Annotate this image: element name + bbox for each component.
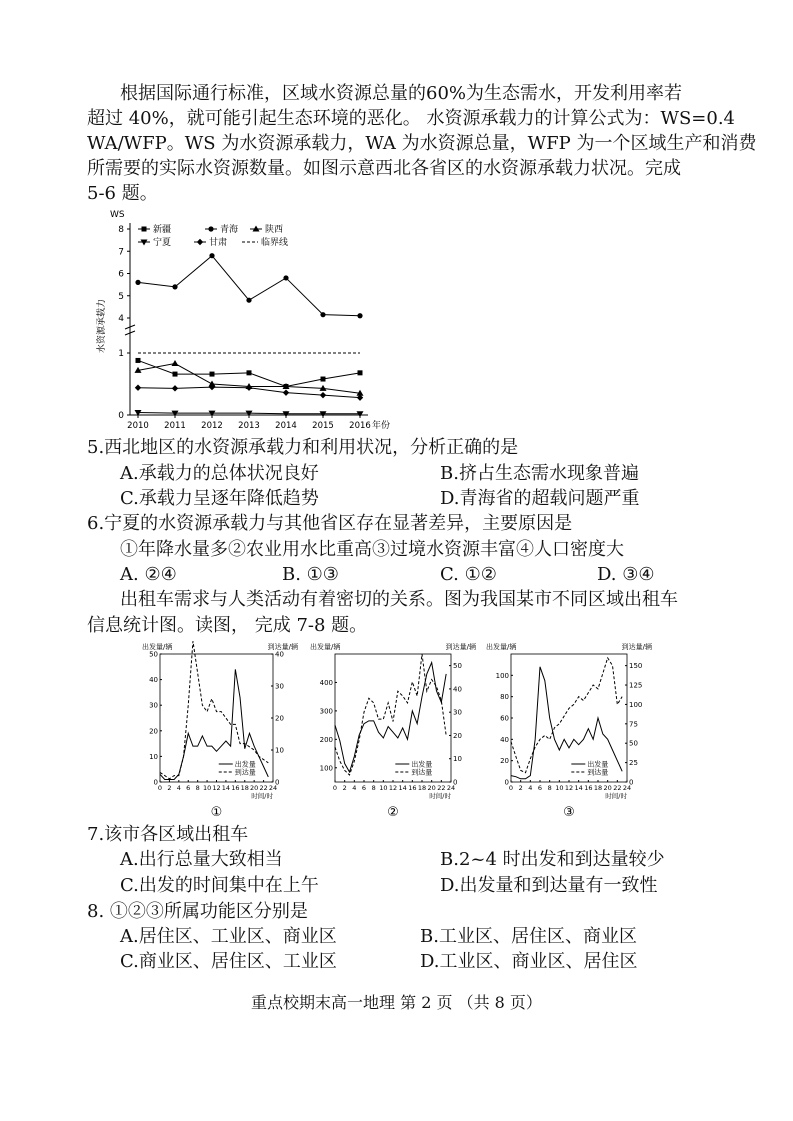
taxi-left-tick-label: 60	[500, 714, 509, 723]
intro-line-4: 所需要的实际水资源数量。如图示意西北各省区的水资源承载力状况。完成	[87, 158, 681, 179]
ws-xtick-label: 2010	[127, 421, 149, 431]
q7-option-c: C.出发的时间集中在上午	[120, 875, 319, 896]
ws-point-1-5	[320, 312, 325, 317]
taxi-right-tick-label: 100	[629, 700, 643, 709]
taxi-legend-arrival: 到达量	[587, 768, 609, 777]
ws-xtick-label: 2015	[312, 421, 334, 431]
taxi-x-tick-label: 0	[508, 784, 514, 792]
taxi-right-tick-label: 50	[629, 739, 638, 748]
taxi-x-tick-label: 22	[613, 784, 622, 792]
taxi-right-tick-label: 0	[453, 778, 458, 787]
taxi-right-tick-label: 30	[453, 708, 462, 717]
ws-point-4-1	[172, 385, 178, 391]
ws-xtick-label: 2012	[201, 421, 223, 431]
ws-point-3-1	[172, 411, 179, 417]
ws-x-axis-label: 年份	[372, 421, 391, 431]
taxi-chart-1	[140, 640, 300, 820]
taxi-right-tick-label: 150	[629, 662, 643, 671]
taxi-x-tick-label: 10	[379, 784, 388, 792]
taxi-left-tick-label: 20	[500, 757, 509, 766]
taxi-panel-number: ①	[210, 805, 223, 820]
taxi-plot-frame	[160, 654, 273, 782]
taxi-x-tick-label: 18	[593, 784, 603, 792]
ws-legend-label-1: 青海	[220, 225, 239, 235]
taxi-x-tick-label: 14	[574, 784, 583, 792]
taxi-legend-arrival: 到达量	[411, 768, 433, 777]
ws-point-3-5	[320, 411, 327, 417]
taxi-x-axis-label: 时间/时	[605, 792, 627, 800]
ws-series-line-1	[138, 256, 360, 316]
ws-ytick-label: 6	[118, 269, 124, 280]
ws-point-1-3	[246, 298, 251, 303]
taxi-left-tick-label: 400	[319, 678, 333, 687]
ws-point-0-6	[358, 370, 363, 375]
q7-option-d: D.出发量和到达量有一致性	[440, 875, 658, 896]
ws-y-axis-label: 水资源承载力	[97, 298, 107, 353]
ws-ytick-label: 7	[118, 247, 124, 258]
taxi-left-axis-label: 出发量/辆	[310, 643, 341, 651]
ws-ytick-label: 8	[118, 225, 124, 235]
ws-ytick-label: 1	[118, 349, 124, 359]
taxi-right-tick-label: 20	[453, 731, 462, 740]
ws-xtick-label: 2016	[349, 421, 371, 431]
taxi-x-tick-label: 20	[427, 784, 436, 792]
ws-legend-marker-4	[197, 239, 203, 245]
q5-stem: 5.西北地区的水资源承载力和利用状况，分析正确的是	[87, 437, 519, 458]
taxi-legend-departure: 出发量	[234, 760, 256, 769]
taxi-x-tick-label: 10	[555, 784, 564, 792]
taxi-right-tick-label: 40	[453, 685, 462, 694]
taxi-right-tick-label: 25	[629, 759, 638, 768]
taxi-departure-line	[335, 663, 446, 773]
taxi-chart-3	[484, 640, 654, 820]
ws-point-0-1	[173, 372, 178, 377]
taxi-x-tick-label: 2	[167, 784, 172, 792]
ws-xtick-label: 2014	[275, 421, 297, 431]
taxi-legend-departure: 出发量	[587, 760, 609, 769]
ws-point-0-5	[321, 377, 326, 382]
ws-legend-label-5: 临界线	[261, 238, 289, 248]
taxi-left-tick-label: 300	[319, 707, 333, 716]
taxi-x-tick-label: 24	[268, 784, 278, 792]
taxi-x-tick-label: 6	[537, 784, 543, 792]
taxi-x-tick-label: 22	[437, 784, 446, 792]
ws-point-0-0	[136, 358, 141, 363]
taxi-left-axis-label: 出发量/辆	[142, 643, 173, 651]
taxi-x-tick-label: 10	[202, 784, 212, 792]
taxi-x-tick-label: 16	[408, 784, 417, 792]
taxi-x-tick-label: 2	[518, 784, 523, 792]
q6-stem: 6.宁夏的水资源承载力与其他省区存在显著差异，主要原因是	[87, 513, 573, 534]
taxi-x-tick-label: 16	[231, 784, 240, 792]
q6-factors: ①年降水量多②农业用水比重高③过境水资源丰富④人口密度大	[120, 539, 624, 560]
taxi-legend-arrival: 到达量	[234, 768, 256, 777]
taxi-x-tick-label: 18	[240, 784, 249, 792]
ws-legend-label-3: 宁夏	[153, 238, 172, 248]
ws-point-1-2	[209, 253, 214, 258]
q6-option-c: C. ①②	[440, 564, 497, 585]
intro-line-1: 根据国际通行标准，区域水资源总量的60%为生态需水，开发利用率若	[120, 83, 683, 104]
ws-legend-label-2: 陕西	[265, 225, 284, 235]
q8-option-d: D.工业区、商业区、居住区	[420, 951, 638, 972]
ws-y-unit-label: WS	[110, 210, 125, 220]
taxi-left-tick-label: 0	[504, 778, 509, 787]
taxi-left-tick-label: 80	[500, 693, 509, 702]
ws-point-4-4	[283, 389, 289, 395]
taxi-x-tick-label: 12	[388, 784, 398, 792]
taxi-x-tick-label: 4	[528, 784, 533, 792]
taxi-x-tick-label: 12	[564, 784, 574, 792]
ws-xtick-label: 2011	[164, 421, 186, 431]
taxi-x-tick-label: 16	[584, 784, 593, 792]
ws-point-3-4	[283, 411, 290, 417]
taxi-right-tick-label: 10	[275, 746, 284, 755]
taxi-left-tick-label: 0	[153, 778, 158, 787]
q6-option-b: B. ①③	[282, 564, 339, 585]
taxi-left-tick-label: 30	[149, 701, 158, 710]
intro-line-5: 5-6 题。	[87, 183, 158, 204]
ws-legend-marker-1	[208, 226, 213, 231]
ws-point-2-1	[172, 360, 179, 366]
taxi-arrival-line	[160, 641, 268, 779]
taxi-right-axis-label: 到达量/辆	[445, 643, 476, 651]
taxi-right-tick-label: 75	[629, 720, 638, 729]
intro2-line-2: 信息统计图。读图， 完成 7-8 题。	[87, 615, 368, 636]
ws-line-chart	[90, 205, 420, 435]
taxi-x-tick-label: 8	[371, 784, 376, 792]
ws-xtick-label: 2013	[238, 421, 260, 431]
taxi-x-tick-label: 20	[603, 784, 612, 792]
ws-point-1-4	[283, 275, 288, 280]
ws-point-4-3	[246, 385, 252, 391]
ws-legend-marker-0	[142, 227, 147, 232]
taxi-right-axis-label: 到达量/辆	[621, 643, 652, 651]
ws-ytick-label: 5	[118, 291, 124, 302]
taxi-right-tick-label: 125	[629, 681, 643, 690]
taxi-x-tick-label: 6	[361, 784, 367, 792]
ws-ytick-label: 4	[118, 314, 124, 324]
q8-option-c: C.商业区、居住区、工业区	[120, 951, 337, 972]
taxi-x-tick-label: 24	[622, 784, 632, 792]
taxi-arrival-line	[511, 658, 622, 773]
taxi-right-tick-label: 10	[453, 755, 462, 764]
taxi-x-tick-label: 0	[332, 784, 338, 792]
taxi-x-tick-label: 22	[259, 784, 268, 792]
ws-ytick-label: 0	[118, 411, 124, 421]
taxi-x-tick-label: 8	[195, 784, 200, 792]
taxi-arrival-line	[335, 654, 446, 775]
taxi-x-tick-label: 12	[212, 784, 221, 792]
taxi-right-tick-label: 50	[453, 662, 462, 671]
taxi-chart-2	[308, 640, 478, 820]
q5-option-a: A.承载力的总体状况良好	[120, 463, 319, 484]
q5-option-b: B.挤占生态需水现象普遍	[440, 463, 639, 484]
taxi-left-tick-label: 50	[149, 650, 158, 659]
q8-option-b: B.工业区、居住区、商业区	[420, 926, 637, 947]
taxi-left-tick-label: 100	[495, 671, 509, 680]
q6-option-a: A. ②④	[120, 564, 177, 585]
taxi-right-axis-label: 到达量/辆	[267, 643, 298, 651]
taxi-x-tick-label: 4	[176, 784, 181, 792]
q6-option-d: D. ③④	[597, 564, 655, 585]
ws-legend-label-0: 新疆	[153, 225, 172, 235]
taxi-left-tick-label: 100	[319, 764, 333, 773]
taxi-right-tick-label: 20	[275, 714, 284, 723]
taxi-left-tick-label: 200	[319, 735, 333, 744]
ws-point-3-2	[209, 411, 216, 417]
taxi-left-tick-label: 20	[149, 727, 158, 736]
q8-option-a: A.居住区、工业区、商业区	[120, 926, 337, 947]
ws-point-3-6	[357, 411, 364, 417]
taxi-x-tick-label: 24	[446, 784, 456, 792]
taxi-x-tick-label: 18	[417, 784, 427, 792]
taxi-x-tick-label: 14	[398, 784, 407, 792]
q7-option-a: A.出行总量大致相当	[120, 849, 283, 870]
ws-point-4-0	[135, 385, 141, 391]
taxi-legend-departure: 出发量	[411, 760, 433, 769]
ws-point-1-6	[357, 313, 362, 318]
taxi-right-tick-label: 30	[275, 682, 284, 691]
intro-line-2: 超过 40%，就可能引起生态环境的恶化。 水资源承载力的计算公式为：WS=0.4	[87, 108, 735, 129]
taxi-left-tick-label: 40	[500, 735, 509, 744]
taxi-x-axis-label: 时间/时	[429, 792, 451, 800]
ws-point-1-0	[135, 280, 140, 285]
ws-point-4-5	[320, 392, 326, 398]
intro-line-3: WA/WFP。WS 为水资源承载力，WA 为水资源总量，WFP 为一个区域生产和消费	[87, 133, 757, 154]
taxi-x-tick-label: 20	[250, 784, 259, 792]
taxi-x-tick-label: 14	[221, 784, 231, 792]
ws-point-1-1	[172, 284, 177, 289]
q5-option-c: C.承载力呈逐年降低趋势	[120, 488, 319, 509]
taxi-x-tick-label: 2	[342, 784, 347, 792]
taxi-left-tick-label: 40	[149, 676, 158, 685]
taxi-right-tick-label: 40	[275, 650, 284, 659]
q7-option-b: B.2~4 时出发和到达量较少	[440, 849, 665, 870]
taxi-x-axis-label: 时间/时	[251, 792, 273, 800]
intro2-line-1: 出租车需求与人类活动有着密切的关系。图为我国某市不同区域出租车	[120, 589, 678, 610]
q5-option-d: D.青海省的超载问题严重	[440, 488, 640, 509]
ws-legend-label-4: 甘肃	[209, 238, 228, 248]
taxi-right-tick-label: 0	[275, 778, 280, 787]
q7-stem: 7.该市各区域出租车	[87, 824, 249, 845]
page-footer: 重点校期末高一地理 第 2 页 （共 8 页）	[251, 993, 542, 1012]
taxi-left-axis-label: 出发量/辆	[486, 643, 517, 651]
taxi-left-tick-label: 10	[149, 752, 158, 761]
taxi-panel-number: ③	[563, 805, 575, 820]
taxi-right-tick-label: 0	[629, 778, 634, 787]
q8-stem: 8. ①②③所属功能区分别是	[87, 901, 308, 922]
taxi-x-tick-label: 6	[186, 784, 191, 792]
taxi-x-tick-label: 4	[352, 784, 357, 792]
taxi-x-tick-label: 0	[157, 784, 163, 792]
ws-point-0-2	[210, 372, 215, 377]
taxi-panel-number: ②	[387, 805, 399, 820]
taxi-x-tick-label: 8	[547, 784, 552, 792]
ws-point-0-3	[247, 370, 252, 375]
